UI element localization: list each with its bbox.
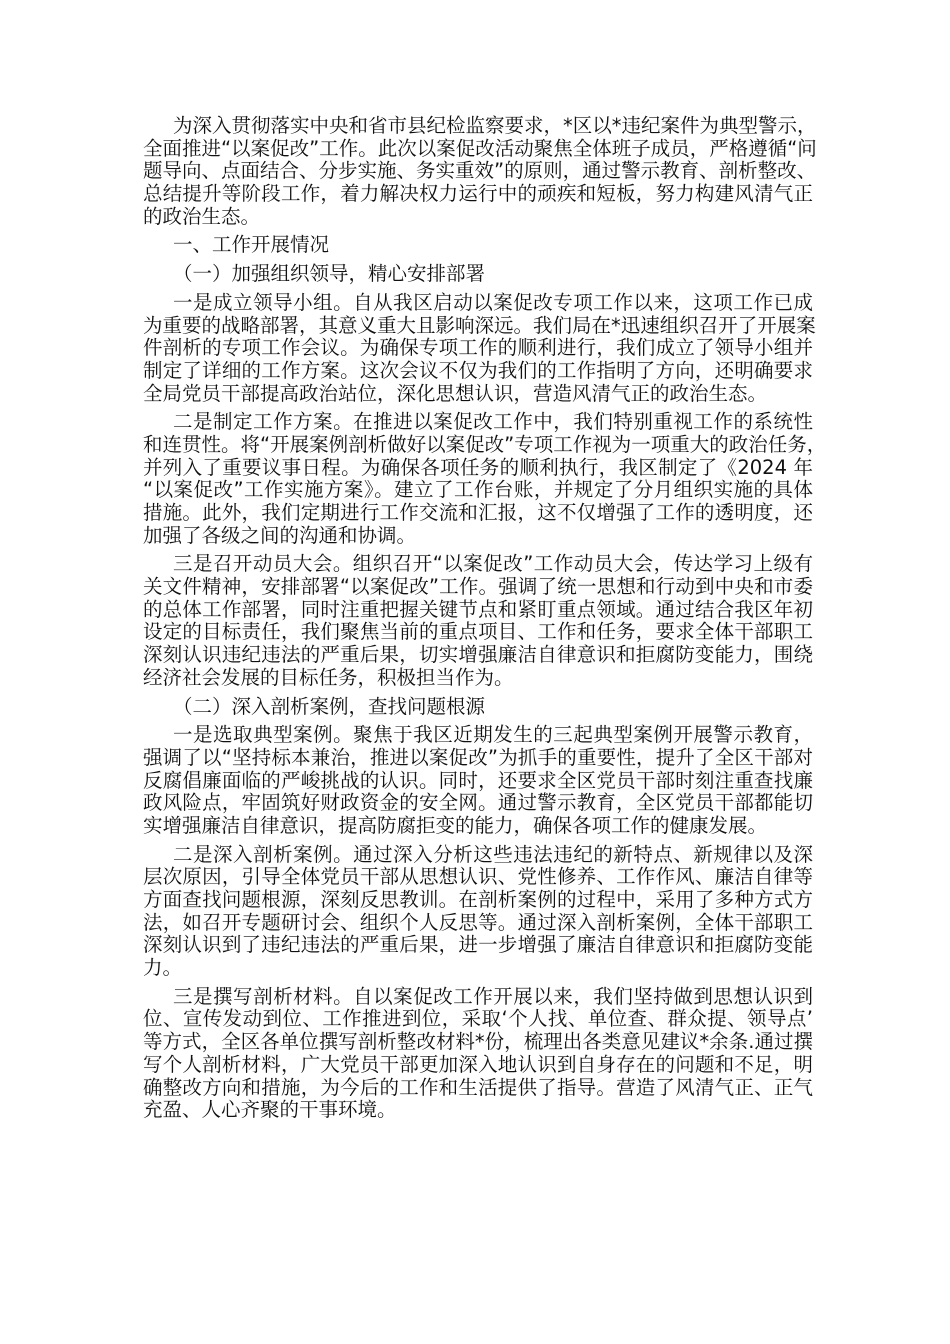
text-line: 等方式，全区各单位撰写剖析整改材料*份，梳理出各类意见建议*余条.通过撰: [143, 1030, 813, 1054]
paragraph: [143, 410, 827, 547]
text-line: 二是深入剖析案例。通过深入分析这些违法违纪的新特点、新规律以及深: [173, 842, 813, 866]
section-heading: [143, 263, 813, 286]
text-line: 和连贯性。将“开展案例剖析做好以案促改”专项工作视为一项重大的政治任务，: [143, 432, 827, 456]
section-heading: [143, 696, 813, 719]
text-line: 为深入贯彻落实中央和省市县纪检监察要求，*区以*违纪案件为典型警示，: [173, 114, 817, 137]
text-line: 一是成立领导小组。自从我区启动以案促改专项工作以来，这项工作已成: [173, 290, 813, 314]
text-line: 的总体工作部署，同时注重把握关键节点和紧盯重点领域。通过结合我区年初: [143, 597, 813, 621]
document-body: [143, 114, 827, 1122]
text-line: 经济社会发展的目标任务，积极担当作为。: [143, 665, 514, 689]
text-line: 三是撰写剖析材料。自以案促改工作开展以来，我们坚持做到思想认识到: [173, 984, 813, 1008]
text-line: 的政治生态。: [143, 204, 261, 228]
text-line: 加强了各级之间的沟通和协调。: [143, 523, 417, 547]
text-line: 为重要的战略部署，其意义重大且影响深远。我们局在*迅速组织召开了开展案: [143, 313, 816, 337]
text-line: 力。: [143, 956, 183, 980]
text-line: 充盈、人心齐聚的干事环境。: [143, 1098, 397, 1122]
text-line: 三是召开动员大会。组织召开“以案促改”工作动员大会，传达学习上级有: [173, 552, 813, 576]
text-line: 一、工作开展情况: [173, 233, 330, 257]
text-line: 层次原因，引导全体党员干部从思想认识、党性修养、工作作风、廉洁自律等: [143, 865, 813, 889]
paragraph: [143, 724, 813, 837]
text-line: （二）深入剖析案例，查找问题根源: [173, 694, 486, 718]
text-line: 制定了详细的工作方案。这次会议不仅为我们的工作指明了方向，还明确要求: [143, 358, 813, 382]
text-line: “以案促改”工作实施方案》。建立了工作台账，并规定了分月组织实施的具体: [143, 478, 813, 502]
text-line: 实增强廉洁自律意识，提高防腐拒变的能力，确保各项工作的健康发展。: [143, 813, 768, 837]
text-line: 法，如召开专题研讨会、组织个人反思等。通过深入剖析案例，全体干部职工: [143, 910, 813, 934]
text-line: 反腐倡廉面临的严峻挑战的认识。同时，还要求全区党员干部时刻注重查找廉: [143, 768, 813, 792]
text-line: 写个人剖析材料，广大党员干部更加深入地认识到自身存在的问题和不足，明: [143, 1052, 813, 1076]
text-line: 设定的目标责任，我们聚焦当前的重点项目、工作和任务，要求全体干部职工: [143, 620, 813, 644]
text-line: 全面推进“以案促改”工作。此次以案促改活动聚焦全体班子成员，严格遵循“问: [143, 136, 817, 160]
text-line: 并列入了重要议事日程。为确保各项任务的顺利执行，我区制定了《2024 年: [143, 455, 813, 479]
paragraph: [143, 986, 813, 1122]
text-line: 措施。此外，我们定期进行工作交流和汇报，这不仅增强了工作的透明度，还: [143, 501, 813, 524]
text-line: 关文件精神，安排部署“以案促改”工作。强调了统一思想和行动到中央和市委: [143, 575, 813, 599]
paragraph: [143, 114, 817, 228]
text-line: 强调了以“坚持标本兼治，推进以案促改”为抓手的重要性，提升了全区干部对: [143, 745, 813, 769]
section-heading: [143, 234, 813, 257]
text-line: 方面查找问题根源，深刻反思教训。在剖析案例的过程中，采用了多种方式方: [143, 888, 813, 911]
text-line: 件剖析的专项工作会议。为确保专项工作的顺利进行，我们成立了领导小组并: [143, 336, 813, 360]
text-line: 确整改方向和措施，为今后的工作和生活提供了指导。营造了风清气正、正气: [143, 1075, 813, 1099]
text-line: （一）加强组织领导，精心安排部署: [173, 262, 486, 286]
text-line: 题导向、点面结合、分步实施、务实重效”的原则，通过警示教育、剖析整改、: [143, 159, 817, 183]
text-line: 深刻认识到了违纪违法的严重后果，进一步增强了廉洁自律意识和拒腐防变能: [143, 933, 813, 957]
text-line: 政风险点，牢固筑好财政资金的安全网。通过警示教育，全区党员干部都能切: [143, 791, 813, 815]
text-line: 位、宣传发动到位、工作推进到位，采取‘个人找、单位查、群众提、领导点’: [143, 1007, 813, 1031]
paragraph: [143, 844, 813, 980]
text-line: 全局党员干部提高政治站位，深化思想认识，营造风清气正的政治生态。: [143, 381, 768, 405]
text-line: 一是选取典型案例。聚焦于我区近期发生的三起典型案例开展警示教育，: [173, 723, 813, 747]
text-line: 深刻认识违纪违法的严重后果，切实增强廉洁自律意识和拒腐防变能力，围绕: [143, 643, 813, 667]
text-line: 总结提升等阶段工作，着力解决权力运行中的顽疾和短板，努力构建风清气正: [143, 182, 813, 206]
text-line: 二是制定工作方案。在推进以案促改工作中，我们特别重视工作的系统性: [173, 410, 813, 434]
paragraph: [143, 553, 813, 689]
paragraph: [143, 290, 816, 405]
